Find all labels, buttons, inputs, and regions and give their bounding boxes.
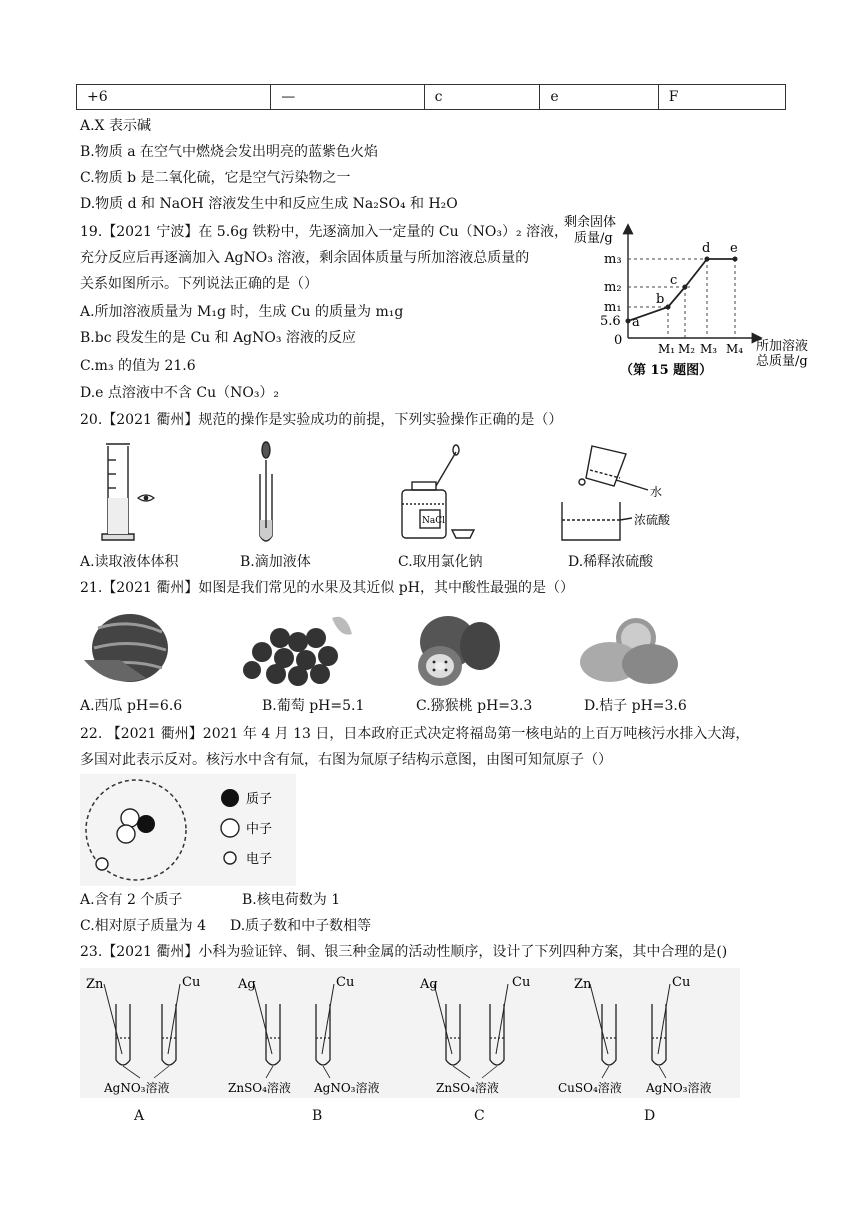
q18-option-c: C.物质 b 是二氧化硫，它是空气污染物之一 [80,170,351,186]
legend-electron-label: 电子 [246,852,273,867]
q21-option-d: D.桔子 pH=3.6 [584,698,687,714]
electron-icon [96,858,108,870]
x-axis-label-1: 所加溶液 [756,339,809,354]
graduated-cylinder-icon [102,444,134,540]
point-c-label: c [670,273,678,288]
q22-stem-line-1: 22. 【2021 衢州】2021 年 4 月 13 日，日本政府正式决定将福岛第一核电站的上百万吨核污水排入大海， [80,726,750,742]
table-row [77,85,786,110]
figure-caption: （第 15 题图） [620,363,713,378]
q23-option-c: C [474,1108,485,1124]
valence-table [76,84,786,110]
orange-icon [580,618,678,684]
point-a-label: a [632,315,640,330]
point-b-label: b [656,292,665,307]
y-tick-5-6: 5.6 [600,314,621,329]
acid-label: 浓硫酸 [634,513,671,527]
q18-option-a: A.X 表示碱 [80,118,151,134]
table-cell: F [658,85,785,110]
table-cell: c [424,85,540,110]
q20-option-d: D.稀释浓硫酸 [568,554,654,570]
legend-neutron-label: 中子 [246,822,273,837]
electron-legend-icon [224,852,236,864]
eye-icon [138,495,154,501]
q22-option-a: A.含有 2 个质子 [80,892,183,908]
q22-option-c: C.相对原子质量为 4 [80,918,207,934]
q19-stem-line-2: 充分反应后再逐滴加入 AgNO₃ 溶液，剩余固体质量与所加溶液总质量的 [80,250,530,266]
q23-test-tube-figures [80,968,740,1098]
scheme-b-metal-1: Ag [238,977,256,992]
y-tick-m3: m₃ [604,252,622,267]
q21-stem: 21.【2021 衢州】如图是我们常见的水果及其近似 pH，其中酸性最强的是（） [80,580,574,596]
q18-option-d: D.物质 d 和 NaOH 溶液发生中和反应生成 Na₂SO₄ 和 H₂O [80,196,458,212]
q20-option-c: C.取用氯化钠 [398,554,483,570]
q23-stem: 23.【2021 衢州】小科为验证锌、铜、银三种金属的活动性顺序，设计了下列四种方案，其中合理的是() [80,944,728,960]
grapes-icon [243,617,352,686]
beaker-icon [562,502,632,540]
x-tick-m1: M₁ [658,342,676,356]
q21-option-c: C.猕猴桃 pH=3.3 [416,698,533,714]
q23-option-a: A [134,1108,145,1124]
q22-option-b: B.核电荷数为 1 [242,892,341,908]
x-tick-m3: M₃ [700,342,718,356]
y-axis-label-2: 质量/g [574,231,613,246]
q19-mass-graph [560,212,830,380]
mass-curve [628,259,735,321]
q20-apparatus-figures [80,440,780,548]
x-tick-m4: M₄ [726,342,744,356]
q23-option-b: B [312,1108,323,1124]
neutron-icon [117,825,135,843]
scheme-c-solution: ZnSO₄溶液 [436,1081,499,1095]
scheme-b-solution-1: ZnSO₄溶液 [228,1081,291,1095]
scheme-a-metal-1: Zn [86,977,104,992]
q22-stem-line-2: 多国对此表示反对。核污水中含有氚，右图为氚原子结构示意图，由图可知氚原子（） [80,752,612,768]
x-axis-label-2: 总质量/g [756,354,808,369]
proton-legend-icon [221,789,239,807]
test-tube-dropper-icon [260,442,272,541]
neutron-icon [121,809,139,827]
scheme-d-solution-2: AgNO₃溶液 [646,1081,712,1095]
q20-option-a: A.读取液体体积 [80,554,179,570]
scheme-b-solution-2: AgNO₃溶液 [314,1081,380,1095]
scheme-c-metal-1: Ag [420,977,438,992]
q19-stem-line-3: 关系如图所示。下列说法正确的是（） [80,276,318,292]
scheme-a-metal-2: Cu [182,975,201,990]
y-axis-label-1: 剩余固体 [564,215,617,230]
tritium-atom-diagram [80,774,296,886]
q20-stem: 20.【2021 衢州】规范的操作是实验成功的前提，下列实验操作正确的是（） [80,412,563,428]
q19-option-c: C.m₃ 的值为 21.6 [80,358,196,374]
y-tick-m2: m₂ [604,280,622,295]
water-label: 水 [650,485,663,499]
scheme-b-metal-2: Cu [336,975,355,990]
scheme-d-metal-2: Cu [672,975,691,990]
q21-option-b: B.葡萄 pH=5.1 [262,698,365,714]
q19-option-b: B.bc 段发生的是 Cu 和 AgNO₃ 溶液的反应 [80,330,356,346]
kiwi-icon [418,616,500,686]
scheme-a-solution: AgNO₃溶液 [104,1081,170,1095]
pouring-beaker-icon [579,446,648,490]
scheme-c-metal-2: Cu [512,975,531,990]
table-cell: e [540,85,658,110]
q20-option-b: B.滴加液体 [240,554,311,570]
q18-option-b: B.物质 a 在空气中燃烧会发出明亮的蓝紫色火焰 [80,144,378,160]
origin-label: 0 [614,333,623,348]
table-cell: +6 [77,85,271,110]
y-tick-m1: m₁ [604,300,622,315]
q19-option-d: D.e 点溶液中不含 Cu（NO₃）₂ [80,385,280,401]
q22-option-d: D.质子数和中子数相等 [230,918,372,934]
scheme-d-solution-1: CuSO₄溶液 [558,1081,622,1095]
watermelon-icon [84,614,168,682]
table-cell: — [271,85,424,110]
q19-option-a: A.所加溶液质量为 M₁g 时，生成 Cu 的质量为 m₁g [80,304,404,320]
q23-option-d: D [644,1108,656,1124]
point-e-label: e [730,241,738,256]
legend-proton-label: 质子 [246,792,273,807]
q21-fruit-images [80,608,780,690]
x-tick-m2: M₂ [678,342,696,356]
watch-glass-icon [452,530,474,538]
q21-option-a: A.西瓜 pH=6.6 [80,698,183,714]
nacl-label: NaCl [422,516,446,526]
scheme-d-metal-1: Zn [574,977,592,992]
neutron-legend-icon [221,819,239,837]
proton-icon [137,815,155,833]
point-d-label: d [702,241,711,256]
q19-stem-line-1: 19.【2021 宁波】在 5.6g 铁粉中，先逐滴加入一定量的 Cu（NO₃）₂ 溶液， [80,224,569,240]
guide-lines [628,259,735,338]
